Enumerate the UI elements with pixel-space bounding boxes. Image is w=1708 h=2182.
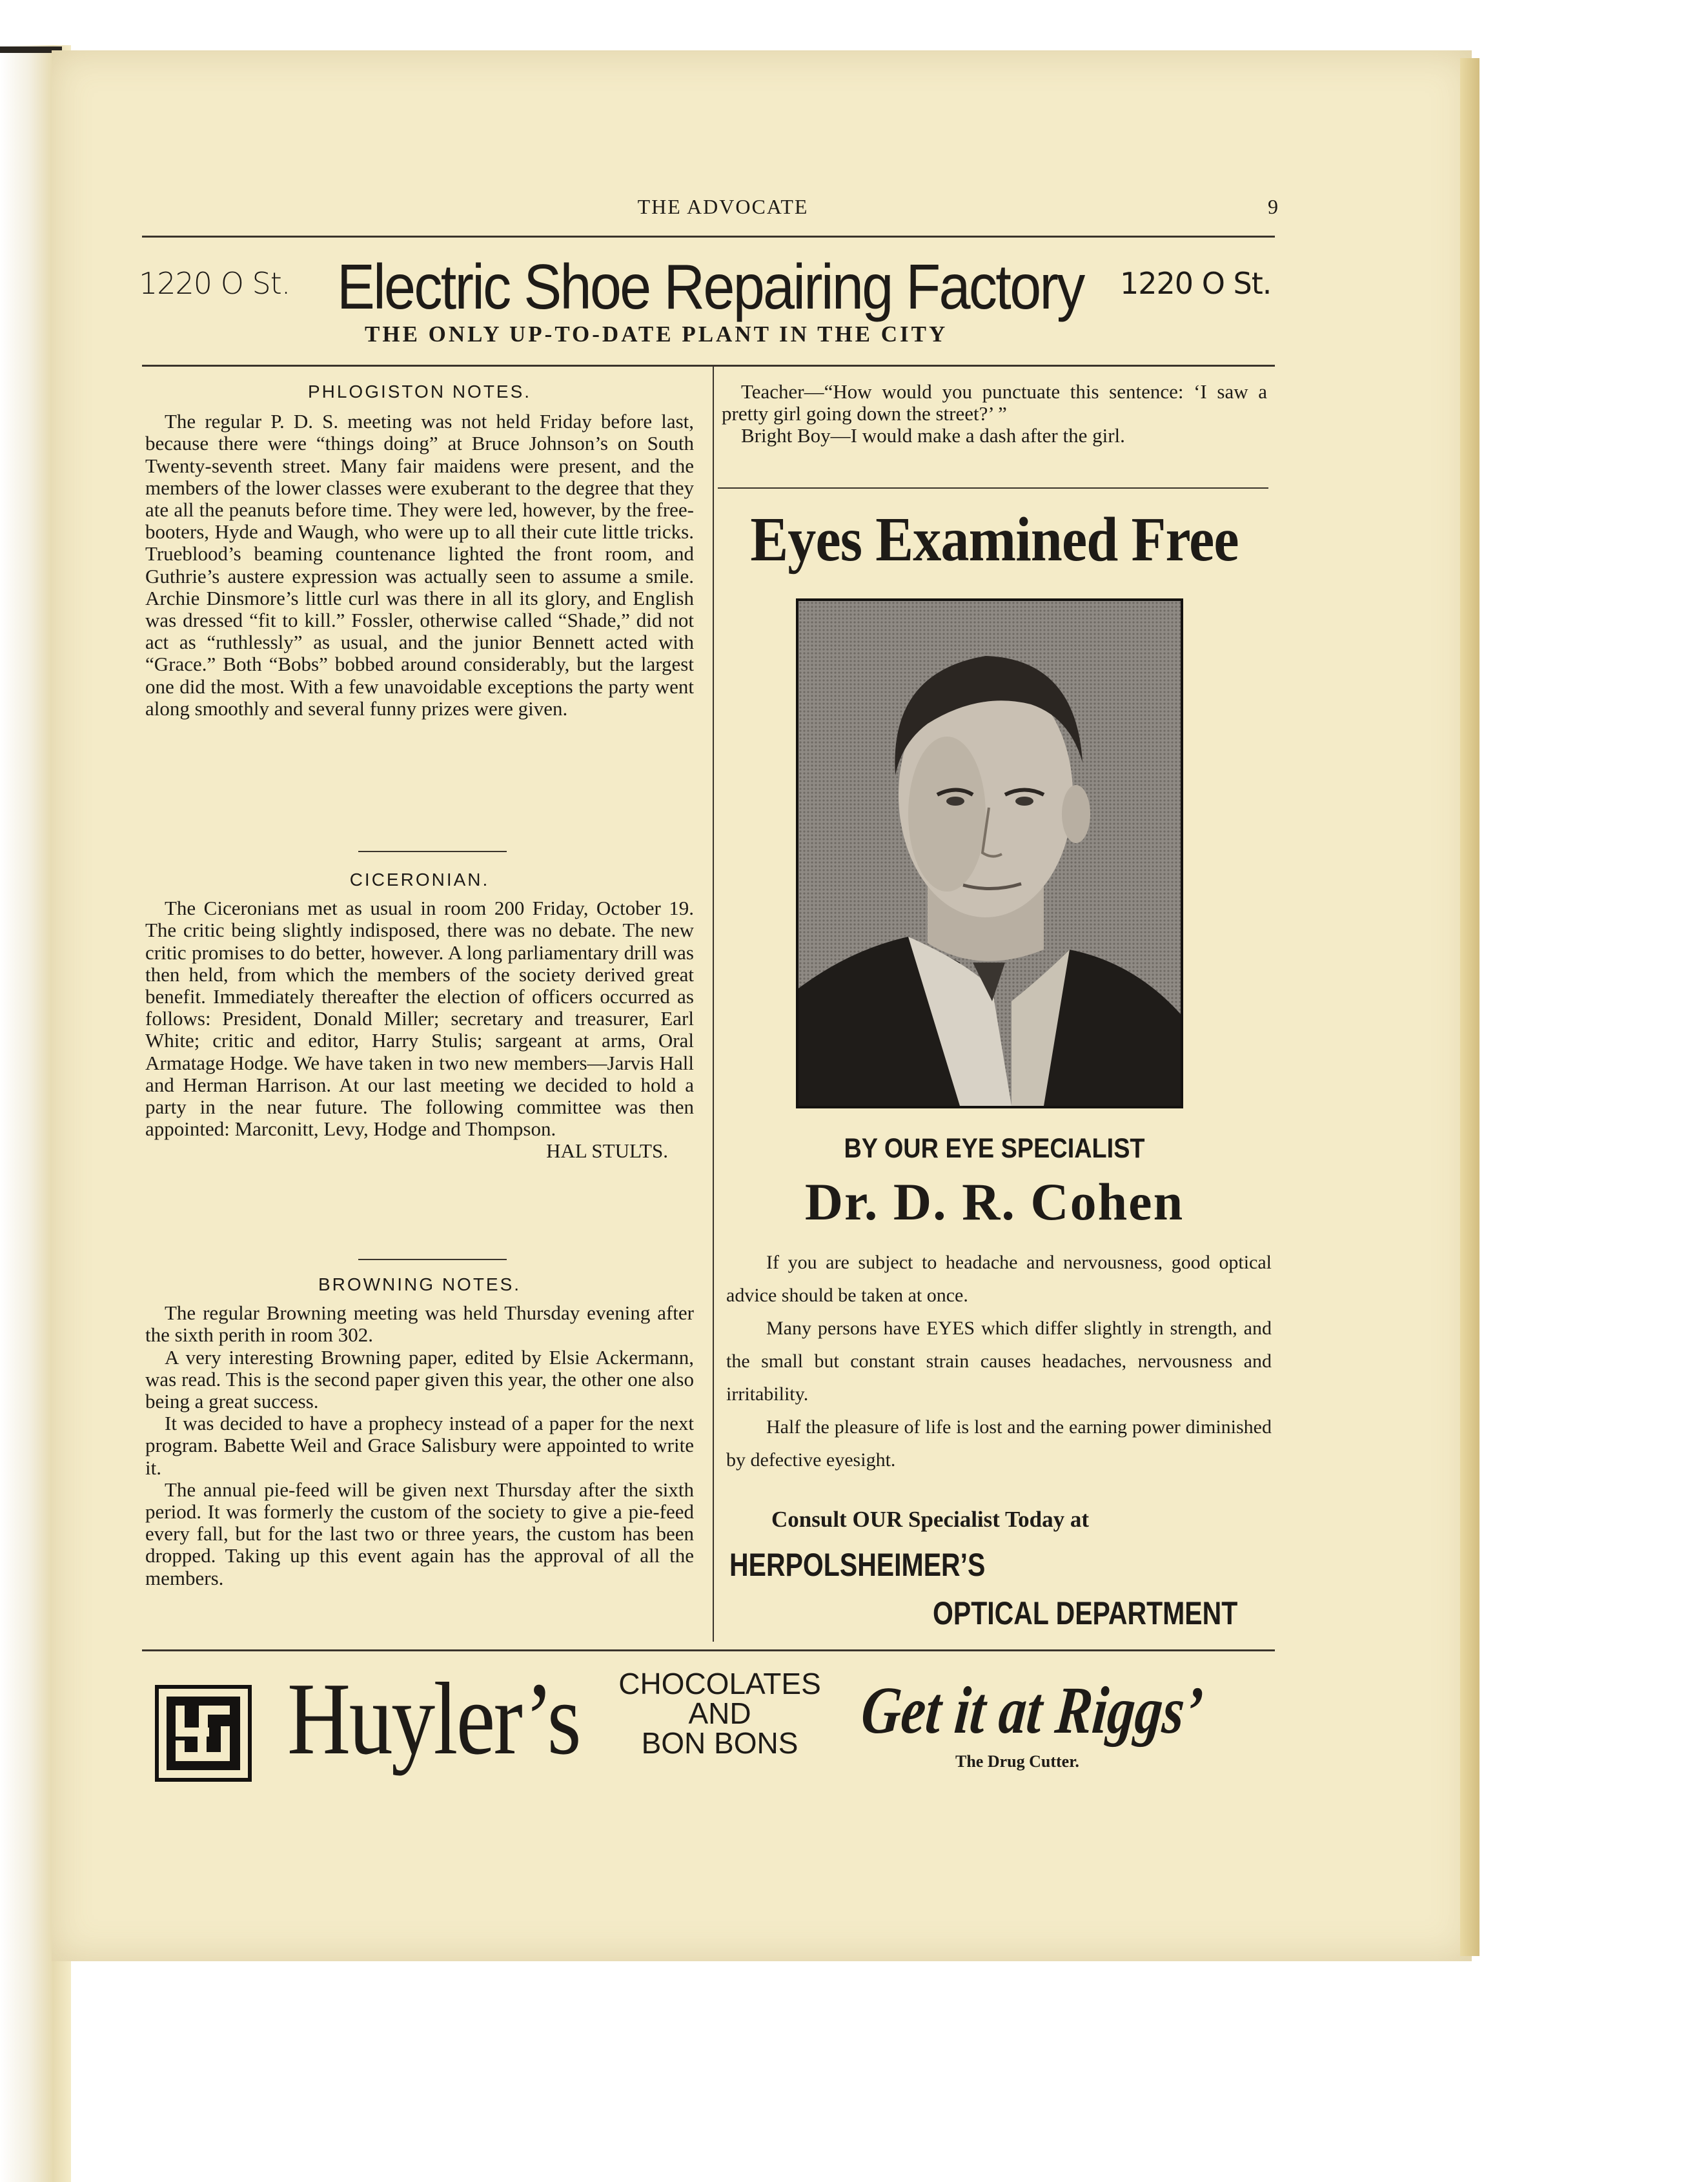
riggs-subtitle: The Drug Cutter. <box>955 1752 1079 1771</box>
eye-ad-paragraph: Many persons have EYES which differ slightly in strength, and the small but constant strain causes headaches, nervousness and irritability. <box>726 1318 1272 1405</box>
page-number: 9 <box>1268 195 1278 218</box>
browning-paragraph: A very interesting Browning paper, edited by Elsie Ackermann, was read. This is the second paper given this year, the other one also being a great success. <box>145 1345 694 1413</box>
phlogiston-heading: PHLOGISTON NOTES. <box>307 382 532 402</box>
riggs-slogan: Get it at Riggs’ <box>858 1673 1206 1748</box>
browning-paragraph: The annual pie-feed will be given next Thursday after the sixth period. It was formerly the custom of the society to give a pie-feed every fall, but for the last two or three years, the custom has been dropped. Taking up this event again has the approval of all the members. <box>145 1478 694 1589</box>
ciceronian-section <box>145 869 694 1163</box>
shoe-ad-rule <box>142 365 1275 367</box>
huyler-line: CHOCOLATES <box>618 1667 821 1700</box>
eye-ad-body <box>726 1246 1272 1476</box>
running-head <box>142 195 1278 221</box>
joke-rule <box>718 487 1268 489</box>
eye-ad-store-name: HERPOLSHEIMER’S <box>729 1547 986 1583</box>
browning-paragraph: It was decided to have a prophecy instead of a paper for the next program. Babette Weil and Grace Salisbury were appointed to write it. <box>145 1412 694 1479</box>
phlogiston-paragraph: The regular P. D. S. meeting was not held Friday before last, because there were “things doing” at Bruce Johnson’s on South Twenty-seventh street. Many fair maidens were present, and the members of the lower classes were exuberant to the degree that they ate all the peanuts before time. They were led, however, by the free-booters, Hyde and Waugh, who were up to all their cute little tricks. Trueblood’s beaming countenance lighted the front room, and Guthrie’s austere expression was actually seen to assume a smile. Archie Dinsmore’s little curl was there in all its glory, and English was dressed “fit to kill.” Fossler, otherwise called “Shade,” did not act as “ruthlessly” as usual, and the junior Bennett acted with “Grace.” Both “Bobs” bobbed around considerably, but the largest one did the most. With a few unavoidable exceptions the party went along smoothly and several funny prizes were given. <box>145 410 694 720</box>
running-title: THE ADVOCATE <box>637 195 809 218</box>
eye-ad-paragraph: If you are subject to headache and nervousness, good optical advice should be taken at once. <box>726 1252 1272 1306</box>
bottom-ad-rule <box>142 1649 1275 1651</box>
shoe-ad-address-right: 1220 O St. <box>1120 266 1272 301</box>
section-rule <box>358 1259 507 1260</box>
huyler-products <box>604 1669 836 1758</box>
page-edge <box>1460 58 1479 1956</box>
browning-paragraph: The regular Browning meeting was held Thursday evening after the sixth perith in room 302. <box>145 1301 694 1347</box>
eye-ad-consult: Consult OUR Specialist Today at <box>771 1507 1090 1532</box>
eye-ad-doctor-name: Dr. D. R. Cohen <box>804 1172 1184 1231</box>
header-rule <box>142 236 1275 238</box>
eye-ad-paragraph: Half the pleasure of life is lost and the earning power diminished by defective eyesight. <box>726 1416 1272 1471</box>
eye-ad-headline: Eyes Examined Free <box>750 505 1239 575</box>
left-column <box>145 381 694 720</box>
huyler-line: AND <box>688 1697 751 1730</box>
ciceronian-paragraph: The Ciceronians met as usual in room 200 Friday, October 19. The critic being slightly indisposed, there was no debate. The new critic promises to do better, however. A long parliamentary drill was then held, from which the members of the society derived great benefit. Immediately thereafter the election of officers occurred as follows: President, Donald Miller; secretary and treasurer, Earl White; critic and editor, Harry Stulis; sargeant at arms, Oral Armatage Hodge. We have taken in two new members—Jarvis Hall and Herman Harrison. At our last meeting we decided to hold a party in the near future. The following committee was then appointed: Marconitt, Levy, Hodge and Thompson. <box>145 897 694 1141</box>
joke-line: Bright Boy—I would make a dash after the girl. <box>741 424 1125 447</box>
section-rule <box>358 851 507 852</box>
browning-heading: BROWNING NOTES. <box>318 1274 522 1294</box>
column-divider <box>713 367 714 1642</box>
eye-ad-specialist-line: BY OUR EYE SPECIALIST <box>844 1133 1145 1164</box>
joke-line: Teacher—“How would you punctuate this sentence: ‘I saw a pretty girl going down the street?’ ” <box>722 380 1267 425</box>
huyler-name: Huyler’s <box>287 1661 580 1776</box>
shoe-ad-address-left: 1220 O St. <box>139 266 290 301</box>
doctor-portrait <box>796 598 1183 1108</box>
shoe-ad-title: Electric Shoe Repairing Factory <box>337 251 1084 322</box>
ciceronian-heading: CICERONIAN. <box>349 870 490 890</box>
browning-section <box>145 1274 694 1589</box>
shoe-ad-tagline: THE ONLY UP-TO-DATE PLANT IN THE CITY <box>365 321 948 347</box>
joke-section <box>722 381 1267 447</box>
eye-ad-department: OPTICAL DEPARTMENT <box>933 1595 1238 1631</box>
huyler-logo-icon <box>155 1685 252 1782</box>
ciceronian-signature: HAL STULTS. <box>546 1139 668 1163</box>
huyler-line: BON BONS <box>641 1726 798 1760</box>
